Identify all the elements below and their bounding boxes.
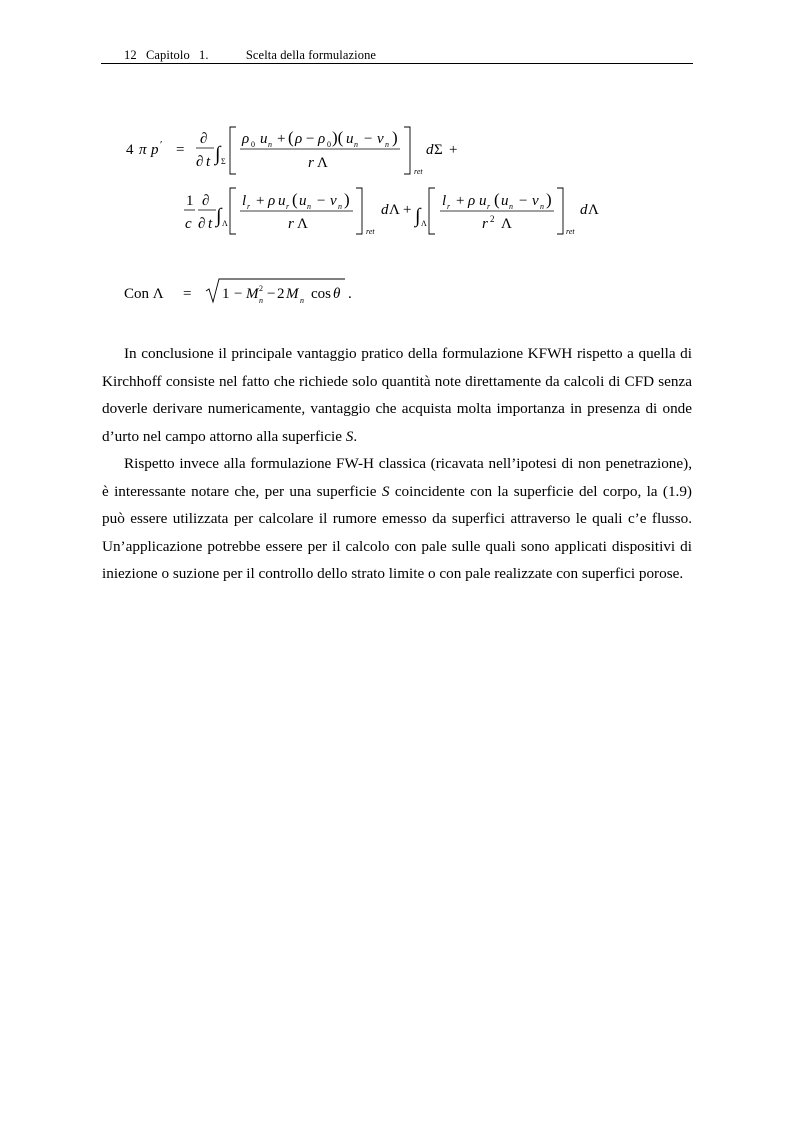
svg-text:+: + bbox=[449, 142, 458, 158]
ret-subscript-2: ret bbox=[366, 227, 375, 236]
svg-text:l: l bbox=[242, 193, 247, 209]
svg-text:1: 1 bbox=[186, 193, 194, 209]
svg-text:(: ( bbox=[494, 190, 500, 209]
svg-text:t: t bbox=[206, 154, 211, 170]
svg-text:d: d bbox=[381, 202, 389, 218]
svg-text:(: ( bbox=[288, 128, 294, 147]
chapter-number: 1. bbox=[199, 48, 209, 62]
svg-text:n: n bbox=[268, 140, 272, 149]
svg-text:t: t bbox=[208, 216, 213, 232]
svg-text:l: l bbox=[442, 193, 447, 209]
svg-text:−: − bbox=[306, 131, 315, 147]
svg-text:2: 2 bbox=[259, 284, 263, 293]
svg-text:u: u bbox=[346, 131, 354, 147]
ret-subscript-3: ret bbox=[566, 227, 575, 236]
svg-text:u: u bbox=[299, 193, 307, 209]
svg-text:u: u bbox=[501, 193, 509, 209]
svg-text:r: r bbox=[247, 202, 251, 211]
svg-text:1: 1 bbox=[222, 286, 230, 302]
svg-text:′: ′ bbox=[160, 139, 163, 151]
ret-subscript-1: ret bbox=[414, 167, 423, 176]
svg-text:−: − bbox=[234, 286, 243, 302]
svg-text:θ: θ bbox=[333, 286, 341, 302]
svg-text:−: − bbox=[267, 286, 276, 302]
svg-text:r: r bbox=[482, 216, 488, 232]
svg-text:0: 0 bbox=[327, 140, 331, 149]
svg-text:∫: ∫ bbox=[216, 205, 222, 227]
definition-expression bbox=[222, 284, 352, 305]
equals-sign: = bbox=[176, 142, 185, 158]
svg-text:Λ: Λ bbox=[222, 219, 228, 228]
svg-text:u: u bbox=[278, 193, 286, 209]
paragraph-1 bbox=[102, 340, 692, 450]
paragraph-1-text: In conclusione il principale vantaggio pratico della formulazione KFWH rispetto a quella di Kirchhoff consiste nel fatto che richiede solo quantità note direttamente da calcoli di CFD senza doverle derivare numericamente, vantaggio che acquista molta importanza in presenza di onde d’urto nel campo attorno alla superficie S. bbox=[102, 345, 692, 445]
svg-text:+: + bbox=[256, 193, 265, 209]
svg-text:Λ: Λ bbox=[389, 202, 400, 218]
svg-text:∂: ∂ bbox=[198, 216, 206, 232]
svg-text:.: . bbox=[348, 286, 352, 302]
svg-text:∂: ∂ bbox=[200, 131, 208, 147]
svg-text:n: n bbox=[338, 202, 342, 211]
svg-text:r: r bbox=[487, 202, 491, 211]
svg-text:n: n bbox=[300, 296, 304, 305]
svg-text:v: v bbox=[330, 193, 337, 209]
svg-text:∫: ∫ bbox=[215, 143, 221, 165]
svg-text:d: d bbox=[580, 202, 588, 218]
section-title: Scelta della formulazione bbox=[245, 48, 377, 62]
svg-text:cos: cos bbox=[311, 286, 331, 302]
svg-text:Λ: Λ bbox=[421, 219, 427, 228]
svg-text:0: 0 bbox=[251, 140, 255, 149]
paragraph-2 bbox=[102, 450, 692, 588]
svg-text:−: − bbox=[519, 193, 528, 209]
svg-text:+: + bbox=[277, 131, 286, 147]
svg-text:π: π bbox=[139, 142, 147, 158]
svg-text:r: r bbox=[308, 155, 314, 171]
svg-text:ρ: ρ bbox=[268, 193, 276, 209]
svg-text:+: + bbox=[403, 202, 412, 218]
svg-text:(: ( bbox=[292, 190, 298, 209]
svg-text:M: M bbox=[246, 286, 259, 302]
svg-text:+: + bbox=[456, 193, 465, 209]
definition-equals: = bbox=[183, 286, 192, 302]
paragraph-2-text: Rispetto invece alla formulazione FW-H classica (ricavata nell’ipotesi di non penetrazione), è interessante notare che, per una superficie S coincidente con la superficie del corpo, la (1.9) può essere utilizzata per calcolare il rumore emesso da superfici attraverso le quali c’e flusso. Un’applicazione potrebbe essere per il calcolo con pale sulle quali sono applicati dispositivi di iniezione o suzione per il controllo dello strato limite o con pale realizzate con superfici porose. bbox=[102, 455, 692, 582]
chapter-word: Capitolo bbox=[145, 48, 190, 62]
svg-text:n: n bbox=[307, 202, 311, 211]
svg-text:−: − bbox=[317, 193, 326, 209]
svg-text:n: n bbox=[540, 202, 544, 211]
svg-text:M: M bbox=[286, 286, 299, 302]
svg-text:u: u bbox=[260, 131, 268, 147]
svg-text:): ) bbox=[392, 128, 398, 147]
svg-text:d: d bbox=[426, 142, 434, 158]
svg-text:∫: ∫ bbox=[415, 205, 421, 227]
svg-text:∂: ∂ bbox=[196, 154, 204, 170]
svg-text:Λ: Λ bbox=[297, 216, 308, 232]
svg-text:2: 2 bbox=[490, 214, 495, 224]
definition-label: Con Λ bbox=[124, 286, 164, 302]
svg-text:ρ: ρ bbox=[242, 131, 250, 147]
svg-text:n: n bbox=[354, 140, 358, 149]
svg-text:ρ: ρ bbox=[318, 131, 326, 147]
svg-text:r: r bbox=[447, 202, 451, 211]
svg-text:p: p bbox=[151, 142, 159, 158]
svg-text:Σ: Σ bbox=[221, 157, 226, 166]
svg-text:r: r bbox=[288, 216, 294, 232]
page-number: 12 bbox=[124, 48, 137, 62]
svg-text:Λ: Λ bbox=[588, 202, 599, 218]
svg-text:ρ: ρ bbox=[295, 131, 303, 147]
svg-text:r: r bbox=[286, 202, 290, 211]
svg-text:): ) bbox=[546, 190, 552, 209]
svg-text:): ) bbox=[344, 190, 350, 209]
svg-text:Σ: Σ bbox=[434, 142, 443, 158]
svg-text:n: n bbox=[509, 202, 513, 211]
svg-text:Λ: Λ bbox=[317, 155, 328, 171]
svg-text:−: − bbox=[364, 131, 373, 147]
svg-text:v: v bbox=[377, 131, 384, 147]
svg-text:)(: )( bbox=[332, 128, 344, 147]
svg-text:n: n bbox=[385, 140, 389, 149]
svg-text:2: 2 bbox=[277, 286, 285, 302]
svg-text:∂: ∂ bbox=[202, 193, 210, 209]
svg-text:n: n bbox=[259, 296, 263, 305]
svg-text:u: u bbox=[479, 193, 487, 209]
svg-text:Λ: Λ bbox=[501, 216, 512, 232]
svg-text:c: c bbox=[185, 216, 192, 232]
svg-text:ρ: ρ bbox=[468, 193, 476, 209]
svg-text:4: 4 bbox=[126, 142, 134, 158]
svg-text:v: v bbox=[532, 193, 539, 209]
